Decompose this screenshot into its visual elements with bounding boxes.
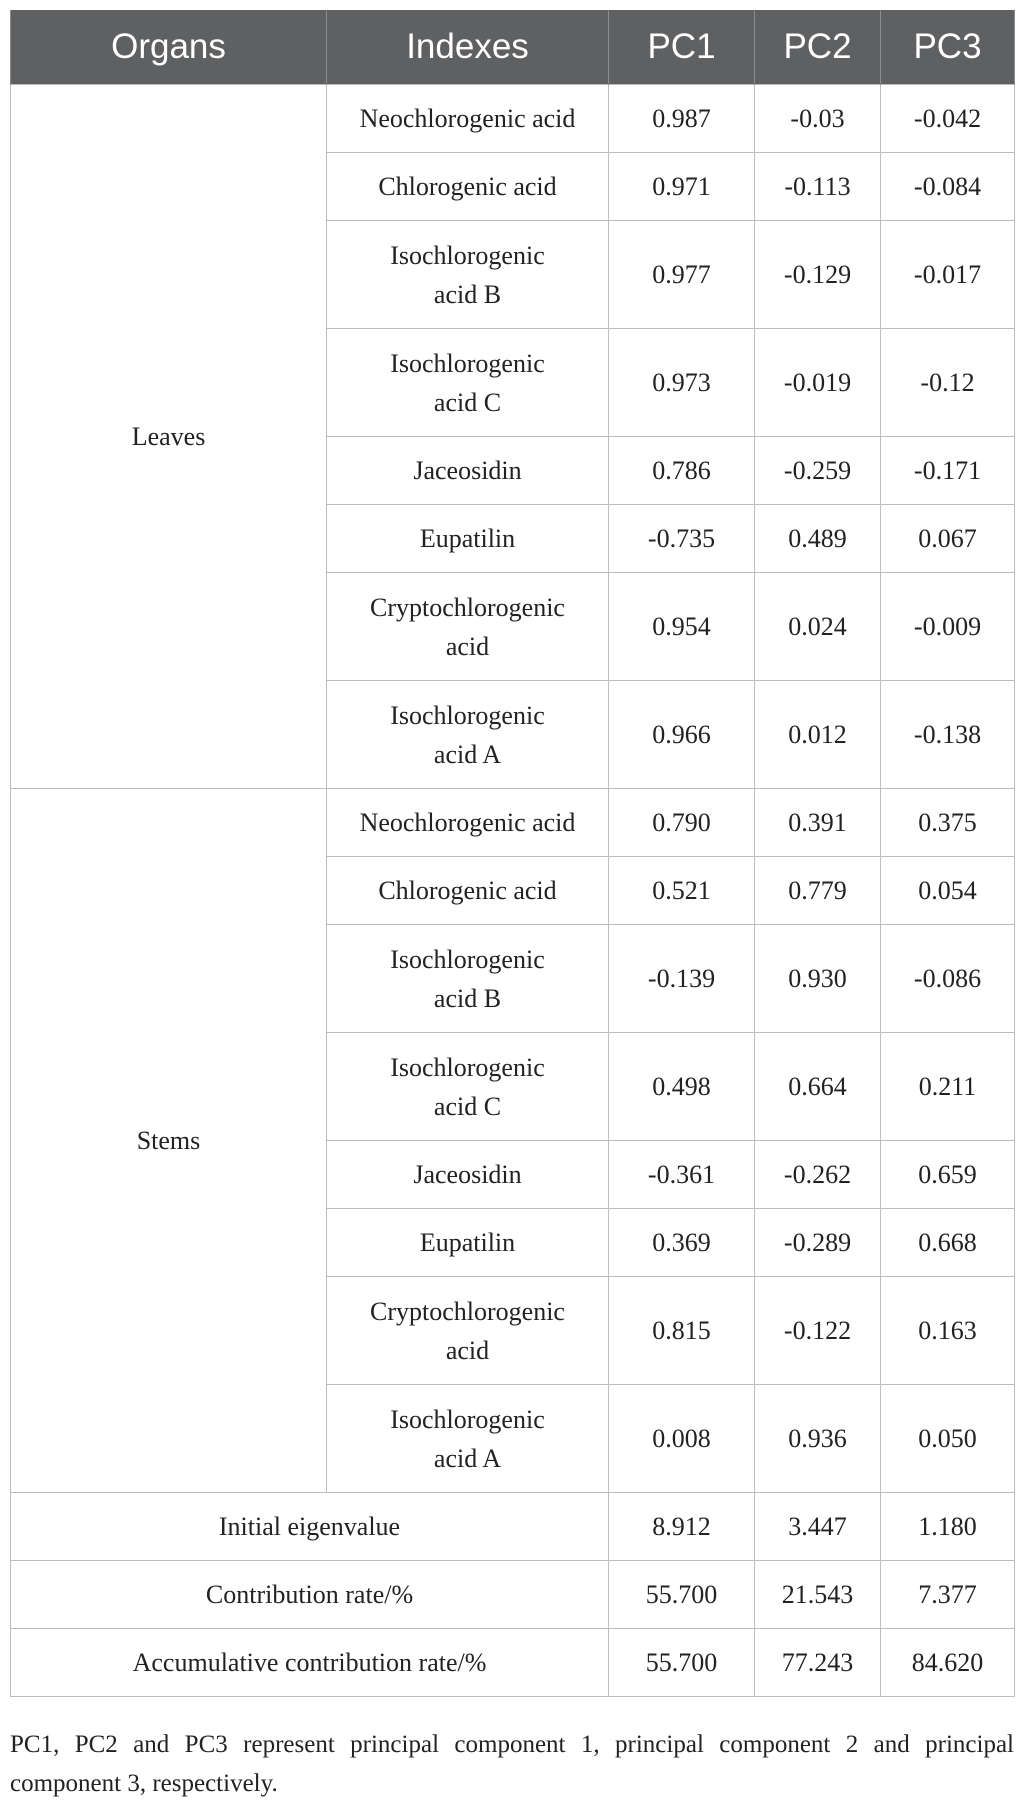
pc3-value: -0.017 — [881, 221, 1015, 329]
table-row — [11, 85, 1015, 153]
index-label: Jaceosidin — [413, 1160, 522, 1189]
pc3-value: 0.375 — [881, 789, 1015, 857]
table-body — [11, 85, 1015, 1697]
header-organs: Organs — [11, 10, 327, 85]
pc3-value: 7.377 — [881, 1561, 1015, 1629]
index-label: acid C — [433, 387, 502, 417]
pc1-value: 0.987 — [609, 85, 755, 153]
pc3-value: -0.12 — [881, 329, 1015, 437]
pc2-value: -0.122 — [755, 1277, 881, 1385]
pc1-value: -0.735 — [609, 505, 755, 573]
organ-cell: Leaves — [11, 85, 327, 789]
pc1-value: 0.008 — [609, 1385, 755, 1493]
pc1-value: 0.498 — [609, 1033, 755, 1141]
header-pc2: PC2 — [755, 10, 881, 85]
pc2-value: -0.262 — [755, 1141, 881, 1209]
pc1-value: 8.912 — [609, 1493, 755, 1561]
pc3-value: -0.086 — [881, 925, 1015, 1033]
index-label: Eupatilin — [419, 1228, 516, 1257]
index-label: acid A — [433, 1443, 502, 1473]
pc3-value: 0.050 — [881, 1385, 1015, 1493]
pc3-value: 0.163 — [881, 1277, 1015, 1385]
index-cell — [327, 1209, 609, 1277]
pc1-value: 55.700 — [609, 1629, 755, 1697]
index-cell — [327, 505, 609, 573]
summary-row — [11, 1629, 1015, 1697]
index-label: acid A — [433, 739, 502, 769]
pc1-value: -0.139 — [609, 925, 755, 1033]
index-cell — [327, 1385, 609, 1493]
pc1-value: 0.954 — [609, 573, 755, 681]
pc1-value: 0.786 — [609, 437, 755, 505]
index-label: Isochlorogenic — [390, 1404, 545, 1434]
principal-component-table — [10, 10, 1015, 1697]
pc1-value: 55.700 — [609, 1561, 755, 1629]
index-cell — [327, 681, 609, 789]
index-label: Chlorogenic acid — [378, 876, 557, 905]
index-label: Isochlorogenic — [390, 700, 545, 730]
index-label: Neochlorogenic acid — [359, 808, 576, 837]
pc2-value: -0.019 — [755, 329, 881, 437]
table-row — [11, 789, 1015, 857]
index-cell — [327, 221, 609, 329]
table-header — [11, 10, 1015, 85]
pc1-value: 0.521 — [609, 857, 755, 925]
pc2-value: 0.930 — [755, 925, 881, 1033]
pc1-value: 0.369 — [609, 1209, 755, 1277]
pc2-value: 77.243 — [755, 1629, 881, 1697]
pc1-value: 0.977 — [609, 221, 755, 329]
pc2-value: 0.489 — [755, 505, 881, 573]
pc3-value: -0.138 — [881, 681, 1015, 789]
pc2-value: -0.113 — [755, 153, 881, 221]
index-cell — [327, 1033, 609, 1141]
pc2-value: 0.024 — [755, 573, 881, 681]
index-cell — [327, 437, 609, 505]
pc3-value: -0.171 — [881, 437, 1015, 505]
pc3-value: 0.067 — [881, 505, 1015, 573]
index-cell — [327, 329, 609, 437]
header-row — [11, 10, 1015, 85]
pc2-value: -0.03 — [755, 85, 881, 153]
summary-row — [11, 1493, 1015, 1561]
header-pc1: PC1 — [609, 10, 755, 85]
index-label: Cryptochlorogenic — [370, 1296, 565, 1326]
pc3-value: -0.009 — [881, 573, 1015, 681]
index-label: Eupatilin — [419, 524, 516, 553]
pc1-value: 0.966 — [609, 681, 755, 789]
index-cell — [327, 1277, 609, 1385]
index-cell — [327, 857, 609, 925]
header-indexes: Indexes — [327, 10, 609, 85]
index-label: Isochlorogenic — [390, 240, 545, 270]
pc2-value: 0.936 — [755, 1385, 881, 1493]
header-pc3: PC3 — [881, 10, 1015, 85]
index-label: Chlorogenic acid — [378, 172, 557, 201]
index-label: acid — [445, 1335, 490, 1365]
index-label: Isochlorogenic — [390, 1052, 545, 1082]
pc3-value: 0.668 — [881, 1209, 1015, 1277]
pc2-value: 0.664 — [755, 1033, 881, 1141]
pc1-value: -0.361 — [609, 1141, 755, 1209]
pc3-value: 0.211 — [881, 1033, 1015, 1141]
index-label: Isochlorogenic — [390, 348, 545, 378]
index-label: acid B — [433, 279, 502, 309]
pc2-value: 0.012 — [755, 681, 881, 789]
pc3-value: 0.659 — [881, 1141, 1015, 1209]
index-cell — [327, 925, 609, 1033]
summary-row — [11, 1561, 1015, 1629]
index-cell — [327, 573, 609, 681]
index-label: Neochlorogenic acid — [359, 104, 576, 133]
pc2-value: 0.779 — [755, 857, 881, 925]
pc2-value: -0.289 — [755, 1209, 881, 1277]
index-cell — [327, 1141, 609, 1209]
pc3-value: 84.620 — [881, 1629, 1015, 1697]
pc3-value: 1.180 — [881, 1493, 1015, 1561]
pc3-value: -0.084 — [881, 153, 1015, 221]
index-label: acid — [445, 631, 490, 661]
index-label: Jaceosidin — [413, 456, 522, 485]
summary-label: Contribution rate/% — [11, 1561, 609, 1629]
index-cell — [327, 85, 609, 153]
index-label: Isochlorogenic — [390, 944, 545, 974]
pc3-value: 0.054 — [881, 857, 1015, 925]
pc1-value: 0.815 — [609, 1277, 755, 1385]
pc1-value: 0.790 — [609, 789, 755, 857]
summary-label: Initial eigenvalue — [11, 1493, 609, 1561]
organ-cell: Stems — [11, 789, 327, 1493]
index-cell — [327, 789, 609, 857]
table-footnote: PC1, PC2 and PC3 represent principal component 1, principal component 2 and principal component 3, respectively. — [10, 1731, 1014, 1797]
index-label: Cryptochlorogenic — [370, 592, 565, 622]
pc2-value: 0.391 — [755, 789, 881, 857]
pc3-value: -0.042 — [881, 85, 1015, 153]
summary-label: Accumulative contribution rate/% — [11, 1629, 609, 1697]
pc2-value: 21.543 — [755, 1561, 881, 1629]
pc1-value: 0.971 — [609, 153, 755, 221]
pc2-value: 3.447 — [755, 1493, 881, 1561]
pc1-value: 0.973 — [609, 329, 755, 437]
pc2-value: -0.259 — [755, 437, 881, 505]
index-label: acid C — [433, 1091, 502, 1121]
pc2-value: -0.129 — [755, 221, 881, 329]
index-cell — [327, 153, 609, 221]
index-label: acid B — [433, 983, 502, 1013]
